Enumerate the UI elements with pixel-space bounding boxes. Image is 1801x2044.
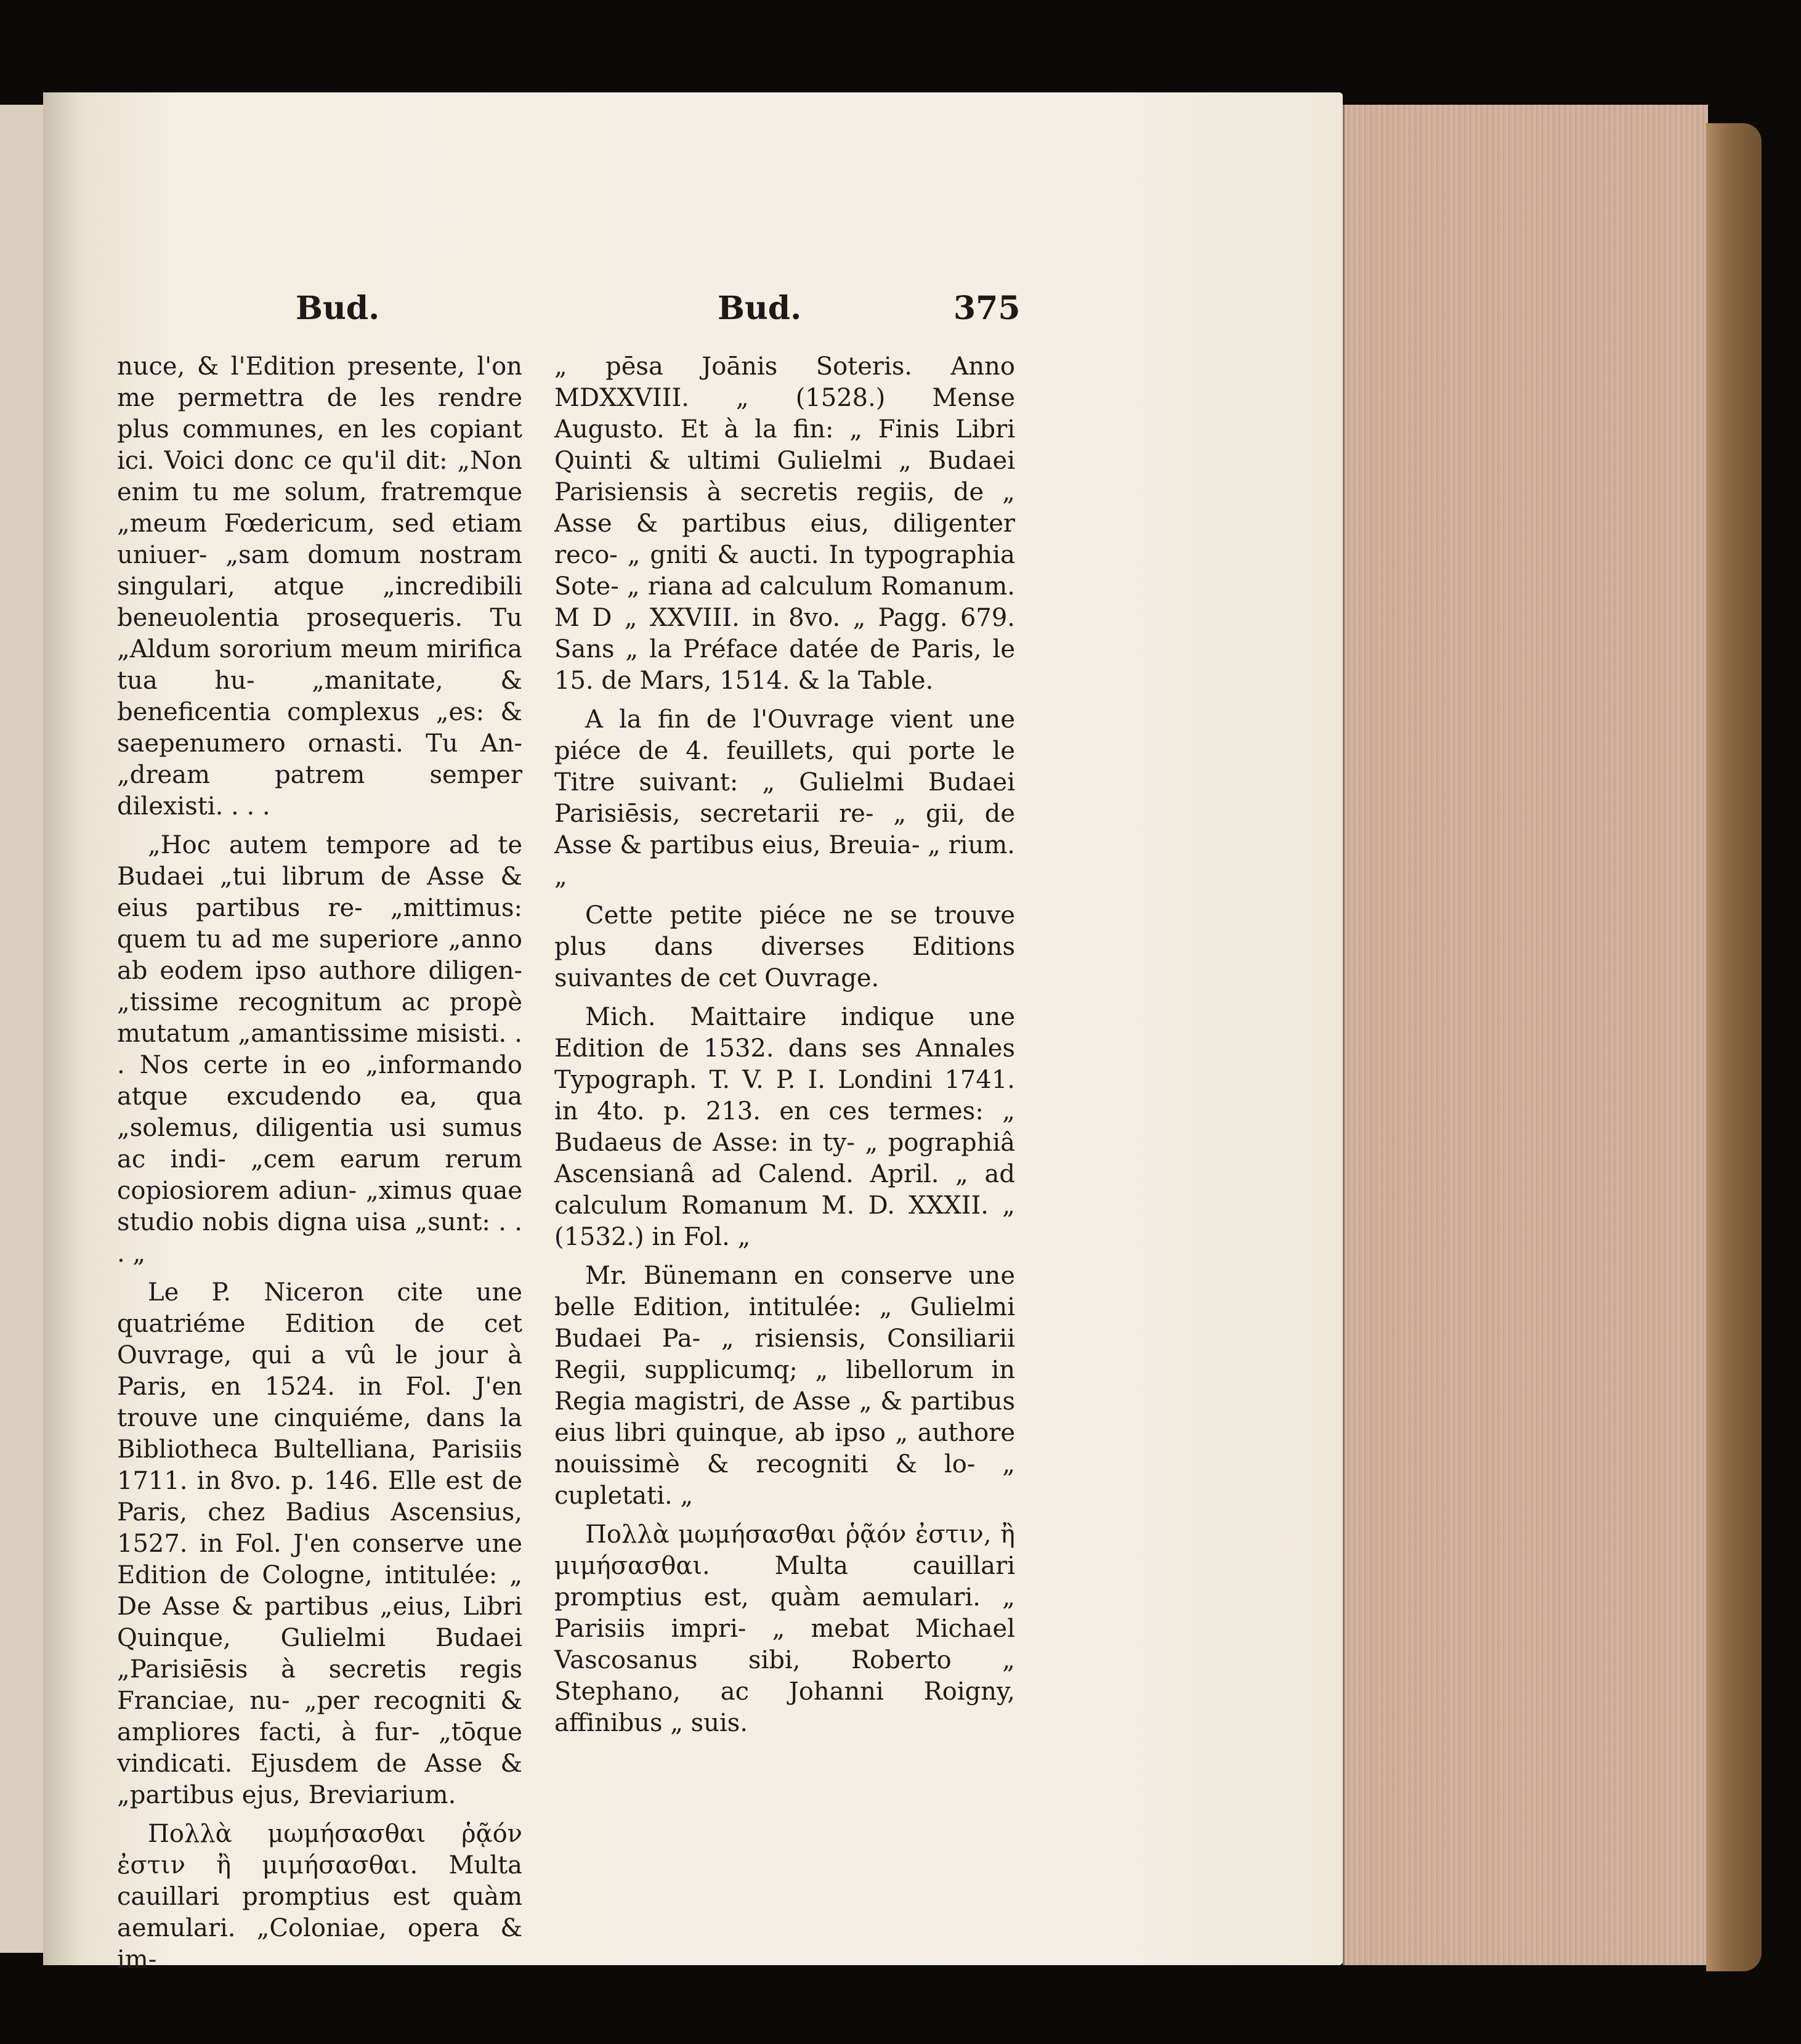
paragraph: Cette petite piéce ne se trouve plus dans diverses Editions suivantes de cet Ouvrage. (554, 901, 1015, 992)
paragraph: Πολλὰ μωμήσασθαι ῥᾷόν ἐστιν, ἢ μιμήσασθαι. Multa cauillari promptius est, quàm aemulari. „ Parisiis impri- „ mebat Michael Vascosanus sibi, Roberto „ Stephano, ac Johanni Roigny, affinibus „ suis. (554, 1520, 1015, 1737)
paragraph: Mich. Maittaire indique une Edition de 1532. dans ses Annales Typograph. T. V. P. I. Londini 1741. in 4to. p. 213. en ces termes: „ Budaeus de Asse: in ty- „ pographiâ Ascensianâ ad Calend. April. „ ad calculum Romanum M. D. XXXII. „ (1532.) in Fol. „ (554, 1003, 1015, 1251)
book-cover (1706, 123, 1762, 1971)
paragraph: Mr. Bünemann en conserve une belle Edition, intitulée: „ Gulielmi Budaei Pa- „ risiensis, Consiliarii Regii, supplicumq; „ libellorum in Regia magistri, de Asse „ & partibus eius libri quinque, ab ipso „ authore nouissimè & recogniti & lo- „ cupletati. „ (554, 1262, 1015, 1510)
paragraph: nuce, & l'Edition presente, l'on me permettra de les rendre plus communes, en les copiant ici. Voici donc ce qu'il dit: „Non enim tu me solum, fratremque „meum Fœdericum, sed etiam uniuer- „sam domum nostram singulari, atque „incredibili beneuolentia prosequeris. Tu „Aldum sororium meum mirifica tua hu- „manitate, & beneficentia complexus „es: & saepenumero ornasti. Tu An- „dream patrem semper dilexisti. . . . (117, 352, 522, 821)
running-head-center: Bud. (718, 290, 802, 327)
previous-page-edge (0, 105, 46, 1953)
book-page-edges (1343, 105, 1708, 1965)
left-column (117, 351, 522, 1983)
page-number: 375 (953, 290, 1021, 327)
paragraph: Πολλὰ μωμήσασθαι ῥᾷόν ἐστιν ἢ μιμήσασθαι. Multa cauillari promptius est quàm aemulari. „Coloniae, opera & im- (117, 1820, 522, 1974)
paragraph: „ pēsa Joānis Soteris. Anno MDXXVIII. „ (1528.) Mense Augusto. Et à la fin: „ Finis Libri Quinti & ultimi Gulielmi „ Budaei Parisiensis à secretis regiis, de „ Asse & partibus eius, diligenter reco- „ gniti & aucti. In typographia Sote- „ riana ad calculum Romanum. M D „ XXVIII. in 8vo. „ Pagg. 679. Sans „ la Préface datée de Paris, le 15. de Mars, 1514. & la Table. (554, 352, 1015, 695)
running-head-left: Bud. (296, 290, 380, 327)
paragraph: „Hoc autem tempore ad te Budaei „tui librum de Asse & eius partibus re- „mittimus: quem tu ad me superiore „anno ab eodem ipso authore diligen- „tissime recognitum ac propè mutatum „amantissime misisti. . . Nos certe in eo „informando atque excudendo ea, qua „solemus, diligentia usi sumus ac indi- „cem earum rerum copiosiorem adiun- „ximus quae studio nobis digna uisa „sunt: . . . „ (117, 831, 522, 1268)
paragraph: A la fin de l'Ouvrage vient une piéce de 4. feuillets, qui porte le Titre suivant: „ Gulielmi Budaei Parisiēsis, secretarii re- „ gii, de Asse & partibus eius, Breuia- „ rium. „ (554, 705, 1015, 891)
right-column (554, 351, 1015, 1746)
paragraph: Le P. Niceron cite une quatriéme Edition de cet Ouvrage, qui a vû le jour à Paris, en 1524. in Fol. J'en trouve une cinquiéme, dans la Bibliotheca Bultelliana, Parisiis 1711. in 8vo. p. 146. Elle est de Paris, chez Badius Ascensius, 1527. in Fol. J'en conserve une Edition de Cologne, intitulée: „ De Asse & partibus „eius, Libri Quinque, Gulielmi Budaei „Parisiēsis à secretis regis Franciae, nu- „per recogniti & ampliores facti, à fur- „tōque vindicati. Ejusdem de Asse & „partibus ejus, Breviarium. (117, 1278, 522, 1809)
